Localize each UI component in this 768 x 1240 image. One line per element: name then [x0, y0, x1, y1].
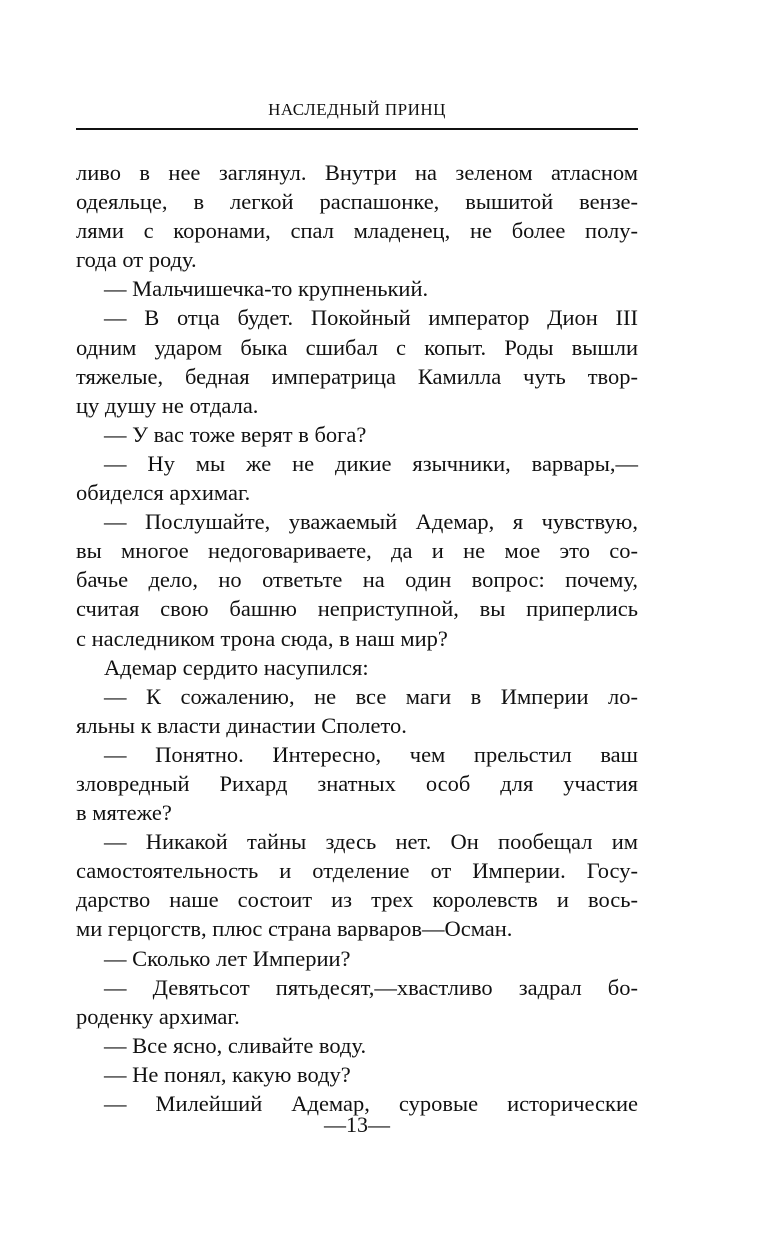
- page-number: —13—: [324, 1112, 390, 1137]
- header-rule: [76, 128, 638, 130]
- text-line: лями с коронами, спал младенец, не более полу-: [76, 218, 638, 244]
- text-line: зловредный Рихард знатных особ для участия: [76, 770, 638, 796]
- text-line: — Сколько лет Империи?: [104, 945, 351, 971]
- text-line: Адемар сердито насупился:: [104, 654, 369, 680]
- text-line: — Милейший Адемар, суровые исторические: [104, 1091, 638, 1116]
- text-line: — Не понял, какую воду?: [104, 1061, 351, 1087]
- body-text: [76, 158, 638, 1118]
- text-line: ми герцогств, плюс страна варваров—Осман.: [76, 916, 513, 942]
- text-line: — К сожалению, не все маги в Империи ло-: [104, 683, 638, 709]
- running-head: НАСЛЕДНЫЙ ПРИНЦ: [268, 100, 446, 119]
- text-line: бачье дело, но ответьте на один вопрос: почему,: [76, 567, 638, 593]
- text-line: роденку архимаг.: [76, 1003, 240, 1029]
- text-line: года от роду.: [76, 247, 197, 273]
- text-line: — Мальчишечка-то крупненький.: [104, 276, 429, 302]
- text-line: с наследником трона сюда, в наш мир?: [76, 625, 448, 651]
- text-line: — Послушайте, уважаемый Адемар, я чувствую,: [104, 509, 638, 535]
- text-line: — Ну мы же не дикие язычники, варвары,—: [104, 450, 638, 476]
- text-line: одним ударом быка сшибал с копыт. Роды вышли: [76, 334, 638, 360]
- text-line: одеяльце, в легкой распашонке, вышитой вензе-: [76, 189, 638, 215]
- text-line: цу душу не отдала.: [76, 392, 259, 418]
- text-line: — В отца будет. Покойный император Дион III: [104, 305, 638, 331]
- text-line: самостоятельность и отделение от Империи. Госу-: [76, 858, 638, 884]
- text-line: считая свою башню неприступной, вы приперлись: [76, 596, 638, 622]
- text-line: обиделся архимаг.: [76, 480, 251, 506]
- text-line: — Никакой тайны здесь нет. Он пообещал им: [104, 829, 638, 855]
- text-line: яльны к власти династии Сполето.: [76, 712, 407, 738]
- text-line: тяжелые, бедная императрица Камилла чуть твор-: [76, 363, 638, 389]
- text-line: вы многое недоговариваете, да и не мое это со-: [76, 538, 638, 564]
- text-line: — Девятьсот пятьдесят,—хвастливо задрал бо-: [104, 974, 638, 1000]
- text-line: — У вас тоже верят в бога?: [104, 421, 367, 447]
- text-line: ливо в нее заглянул. Внутри на зеленом атласном: [76, 160, 638, 185]
- text-line: дарство наше состоит из трех королевств и вось-: [76, 887, 638, 913]
- text-line: в мятеже?: [76, 800, 172, 826]
- text-line: — Понятно. Интересно, чем прельстил ваш: [104, 741, 638, 767]
- text-line: — Все ясно, сливайте воду.: [104, 1032, 367, 1058]
